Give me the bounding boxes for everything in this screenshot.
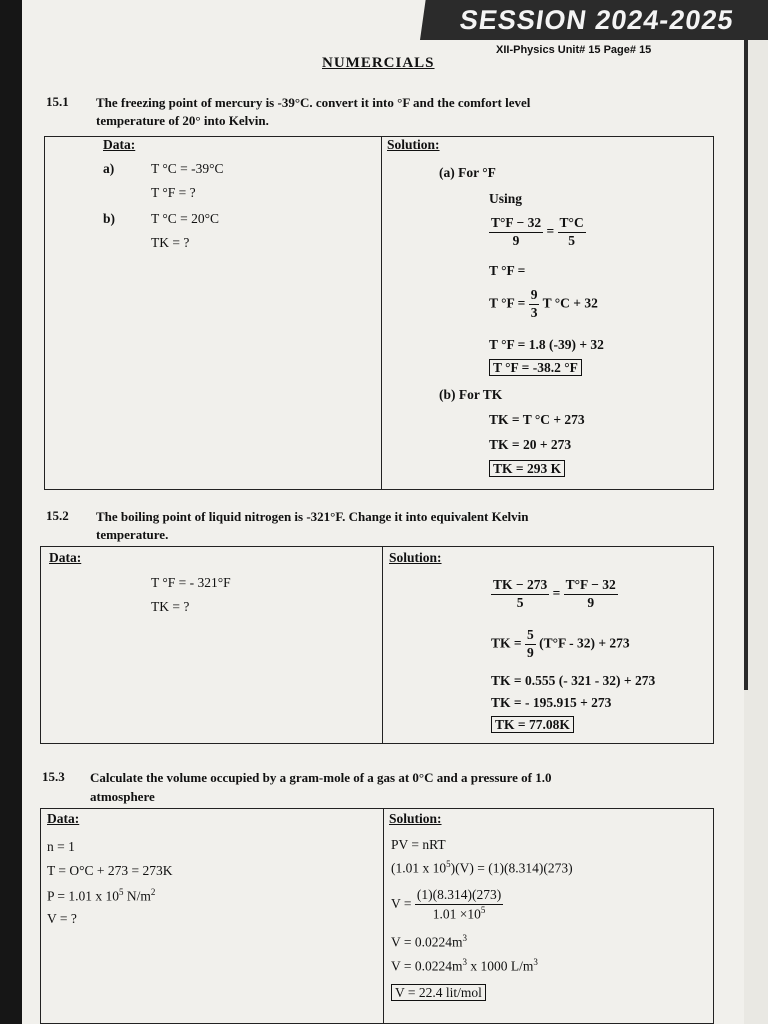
data-line: T °C = 20°C — [151, 211, 220, 226]
part-a-label: a) — [103, 161, 115, 176]
question-text-line2: temperature of 20° into Kelvin. — [96, 113, 269, 128]
solution-step: T °F = $\frac{9}{3}$ T °C + 32 — [489, 287, 598, 320]
data-label: Data: — [103, 137, 136, 152]
conversion-formula: $\frac{T^\circ F - 32}{9}$ = $\frac{T^\circ C}{5}$ — [491, 215, 584, 248]
data-line: T °F = ? — [151, 185, 196, 200]
answer: V = 22.4 lit/mol — [391, 985, 486, 1001]
solution-step: T °F = — [489, 263, 526, 278]
solution-step: $V = 0.0224m^3$ x 1000 $L/m^3$ — [391, 957, 538, 974]
solution-step: PV = nRT — [391, 837, 446, 852]
answer-a: T °F = -38.2 °F — [489, 360, 582, 376]
question-text-line1: Calculate the volume occupied by a gram-mole of a gas at 0°C and a pressure of 1.0 — [90, 770, 552, 785]
question-15-2-table — [40, 546, 714, 744]
solution-step: (1.01 x $10^5)(V) = (1)(8.314)(273)$ — [391, 859, 573, 876]
solution-step: T °F = 1.8 (-39) + 32 — [489, 337, 604, 352]
question-number: 15.2 — [46, 508, 69, 523]
data-line: TK = ? — [151, 599, 190, 614]
question-number: 15.1 — [46, 94, 69, 109]
question-text-line2: atmosphere — [90, 789, 155, 804]
page-heading: NUMERCIALS — [322, 55, 435, 71]
right-page-edge — [744, 0, 768, 1024]
data-label: Data: — [47, 811, 80, 826]
answer-b: TK = 293 K — [489, 461, 565, 477]
session-banner: SESSION 2024-2025 — [420, 0, 768, 40]
solution-step: TK = $\frac{5}{9}$ (T°F - 32) + 273 — [491, 627, 630, 660]
data-line: T °C = -39°C — [151, 161, 224, 176]
data-line: T °F = - 321°F — [151, 575, 231, 590]
data-line: T = O°C + 273 = 273K — [47, 863, 173, 878]
part-b-heading: (b) For TK — [439, 387, 503, 402]
data-line: TK = ? — [151, 235, 190, 250]
question-15-3-table — [40, 808, 714, 1024]
question-text-line1: The boiling point of liquid nitrogen is -321°F. Change it into equivalent Kelvin — [96, 509, 529, 524]
solution-step: $V = 0.0224m^3$ — [391, 933, 467, 950]
solution-label: Solution: — [387, 137, 440, 152]
question-number: 15.3 — [42, 769, 65, 784]
question-text-line1: The freezing point of mercury is -39°C. convert it into °F and the comfort level — [96, 95, 531, 110]
solution-label: Solution: — [389, 811, 442, 826]
part-b-label: b) — [103, 211, 116, 226]
unit-page-line: XII-Physics Unit# 15 Page# 15 — [496, 44, 652, 56]
solution-step: V = $\frac{(1)(8.314)(273)}{1.01 \times 10^5}$ — [391, 887, 502, 922]
part-a-heading: (a) For °F — [439, 165, 496, 180]
data-line: P = 1.01 x $10^5$ $N/m^2$ — [47, 887, 156, 904]
data-line: V = ? — [47, 911, 77, 926]
data-label: Data: — [49, 550, 82, 565]
conversion-formula: $\frac{TK - 273}{5}$ = $\frac{T^\circ F - 32}{9}$ — [493, 577, 616, 610]
answer: TK = 77.08K — [491, 717, 574, 733]
solution-step: TK = - 195.915 + 273 — [491, 695, 612, 710]
question-15-1-table — [44, 136, 714, 490]
solution-label: Solution: — [389, 550, 442, 565]
question-text-line2: temperature. — [96, 527, 169, 542]
solution-step: TK = 0.555 (- 321 - 32) + 273 — [491, 673, 656, 688]
data-line: n = 1 — [47, 839, 75, 854]
solution-step: TK = T °C + 273 — [489, 412, 585, 427]
solution-step: TK = 20 + 273 — [489, 437, 572, 452]
using-label: Using — [489, 191, 523, 206]
left-page-edge — [0, 0, 22, 1024]
